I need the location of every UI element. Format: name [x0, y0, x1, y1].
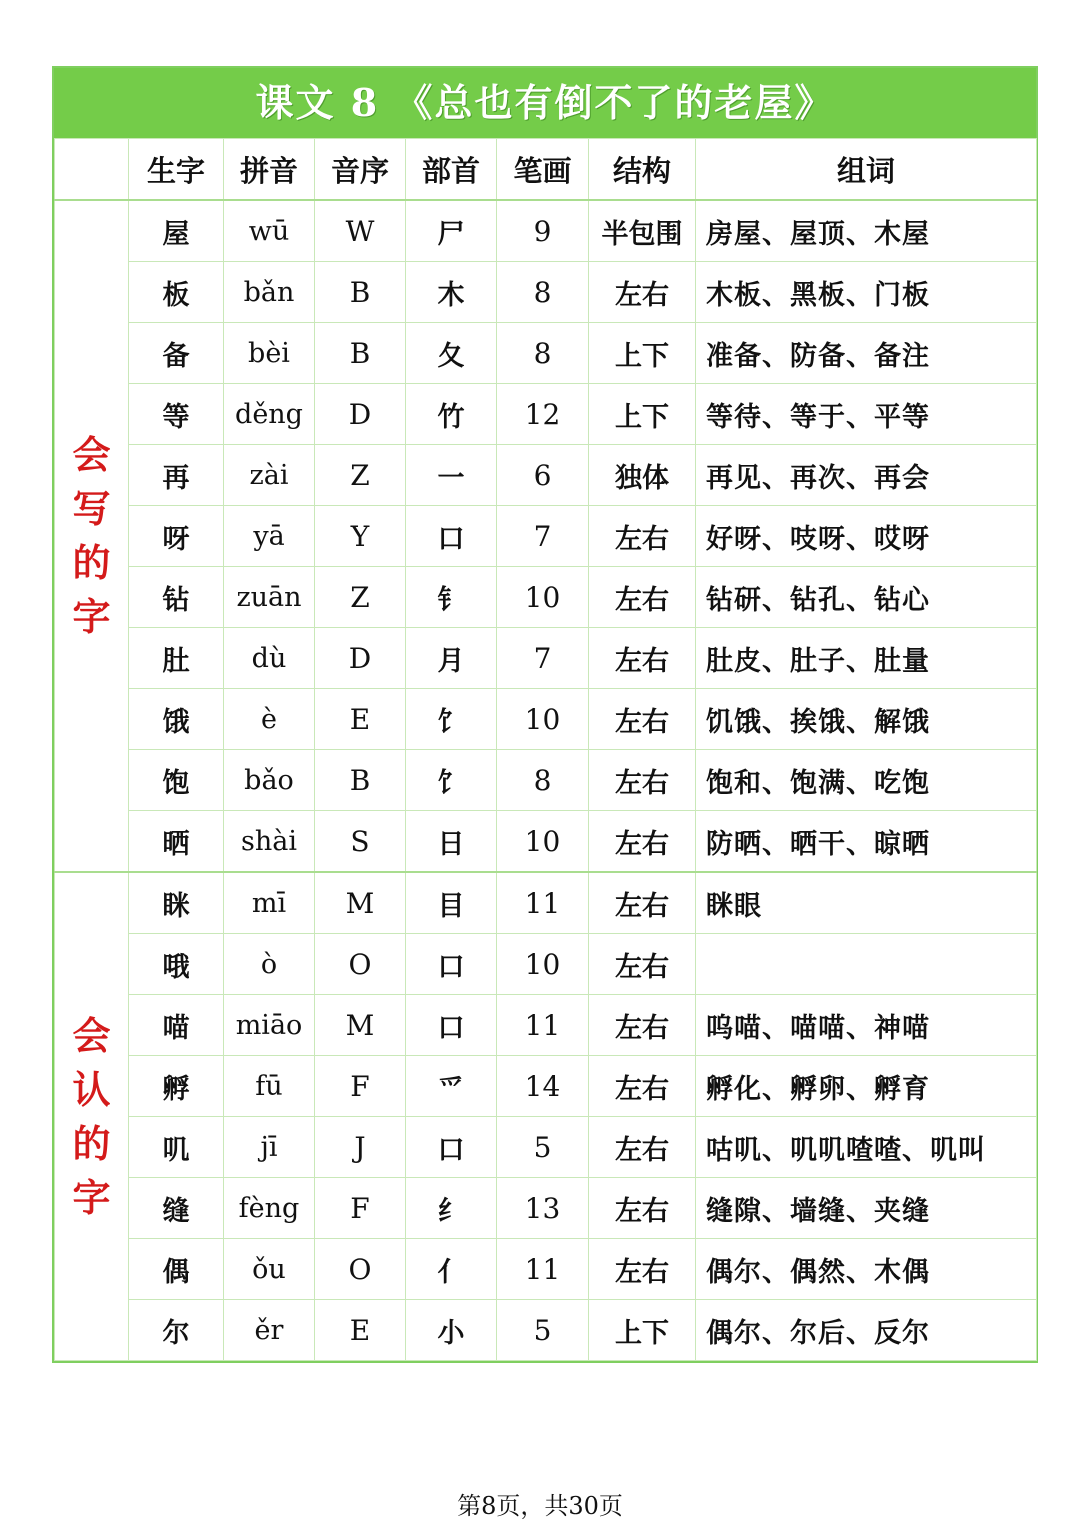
strokes-cell: 10	[497, 934, 589, 995]
strokes-cell: 11	[497, 995, 589, 1056]
initial-cell: E	[315, 1300, 406, 1361]
group-label	[55, 872, 129, 1361]
initial-cell: F	[315, 1056, 406, 1117]
words-cell: 肚皮、肚子、肚量	[696, 628, 1037, 689]
radical-cell: 小	[406, 1300, 497, 1361]
structure-cell: 独体	[589, 445, 696, 506]
radical-cell: 亻	[406, 1239, 497, 1300]
character-cell: 叽	[129, 1117, 224, 1178]
initial-cell: M	[315, 872, 406, 934]
radical-cell: 口	[406, 995, 497, 1056]
table-row	[55, 1300, 1037, 1361]
structure-cell: 左右	[589, 1056, 696, 1117]
pinyin-cell: bǎo	[224, 750, 315, 811]
strokes-cell: 5	[497, 1117, 589, 1178]
pinyin-cell: è	[224, 689, 315, 750]
words-cell: 偶尔、偶然、木偶	[696, 1239, 1037, 1300]
character-cell: 饿	[129, 689, 224, 750]
lesson-title: 课文 8 《总也有倒不了的老屋》	[54, 68, 1036, 138]
table-row	[55, 262, 1037, 323]
radical-cell: 月	[406, 628, 497, 689]
structure-cell: 半包围	[589, 200, 696, 262]
character-cell: 备	[129, 323, 224, 384]
character-cell: 板	[129, 262, 224, 323]
radical-cell: 夂	[406, 323, 497, 384]
radical-cell: 日	[406, 811, 497, 873]
table-row	[55, 1178, 1037, 1239]
character-cell: 呀	[129, 506, 224, 567]
radical-cell: 口	[406, 506, 497, 567]
table-row	[55, 1239, 1037, 1300]
radical-cell: 饣	[406, 689, 497, 750]
words-cell: 等待、等于、平等	[696, 384, 1037, 445]
pinyin-cell: mī	[224, 872, 315, 934]
header-strokes: 笔画	[497, 139, 589, 201]
character-cell: 饱	[129, 750, 224, 811]
character-cell: 孵	[129, 1056, 224, 1117]
pinyin-cell: fū	[224, 1056, 315, 1117]
initial-cell: B	[315, 750, 406, 811]
structure-cell: 左右	[589, 934, 696, 995]
character-cell: 等	[129, 384, 224, 445]
structure-cell: 左右	[589, 689, 696, 750]
initial-cell: O	[315, 1239, 406, 1300]
character-table	[54, 138, 1037, 1361]
header-initial: 音序	[315, 139, 406, 201]
structure-cell: 左右	[589, 262, 696, 323]
initial-cell: F	[315, 1178, 406, 1239]
table-row	[55, 200, 1037, 262]
radical-cell: 饣	[406, 750, 497, 811]
structure-cell: 上下	[589, 323, 696, 384]
table-row	[55, 506, 1037, 567]
pinyin-cell: jī	[224, 1117, 315, 1178]
initial-cell: E	[315, 689, 406, 750]
structure-cell: 左右	[589, 811, 696, 873]
strokes-cell: 10	[497, 567, 589, 628]
radical-cell: 目	[406, 872, 497, 934]
initial-cell: O	[315, 934, 406, 995]
radical-cell: 口	[406, 934, 497, 995]
radical-cell: 爫	[406, 1056, 497, 1117]
structure-cell: 左右	[589, 1178, 696, 1239]
table-row	[55, 567, 1037, 628]
radical-cell: 纟	[406, 1178, 497, 1239]
header-blank	[55, 139, 129, 201]
initial-cell: W	[315, 200, 406, 262]
group-label-char: 会	[72, 1012, 111, 1058]
initial-cell: B	[315, 262, 406, 323]
words-cell: 呜喵、喵喵、神喵	[696, 995, 1037, 1056]
character-cell: 尔	[129, 1300, 224, 1361]
character-cell: 偶	[129, 1239, 224, 1300]
group-label-char: 的	[72, 1120, 111, 1166]
pinyin-cell: ǒu	[224, 1239, 315, 1300]
group-label	[55, 200, 129, 872]
strokes-cell: 11	[497, 1239, 589, 1300]
words-cell: 房屋、屋顶、木屋	[696, 200, 1037, 262]
pinyin-cell: zuān	[224, 567, 315, 628]
group-label-char: 会	[72, 432, 111, 477]
radical-cell: 一	[406, 445, 497, 506]
character-cell: 钻	[129, 567, 224, 628]
header-character: 生字	[129, 139, 224, 201]
radical-cell: 竹	[406, 384, 497, 445]
words-cell: 饱和、饱满、吃饱	[696, 750, 1037, 811]
strokes-cell: 10	[497, 689, 589, 750]
table-row	[55, 1117, 1037, 1178]
strokes-cell: 13	[497, 1178, 589, 1239]
table-row	[55, 628, 1037, 689]
header-structure: 结构	[589, 139, 696, 201]
header-pinyin: 拼音	[224, 139, 315, 201]
words-cell: 防晒、晒干、晾晒	[696, 811, 1037, 873]
strokes-cell: 10	[497, 811, 589, 873]
words-cell: 再见、再次、再会	[696, 445, 1037, 506]
words-cell: 饥饿、挨饿、解饿	[696, 689, 1037, 750]
structure-cell: 左右	[589, 1239, 696, 1300]
group-label-char: 字	[72, 594, 111, 639]
structure-cell: 左右	[589, 995, 696, 1056]
strokes-cell: 5	[497, 1300, 589, 1361]
words-cell: 偶尔、尔后、反尔	[696, 1300, 1037, 1361]
structure-cell: 左右	[589, 872, 696, 934]
structure-cell: 左右	[589, 750, 696, 811]
pinyin-cell: ò	[224, 934, 315, 995]
initial-cell: M	[315, 995, 406, 1056]
initial-cell: B	[315, 323, 406, 384]
words-cell	[696, 934, 1037, 995]
words-cell: 缝隙、墙缝、夹缝	[696, 1178, 1037, 1239]
header-row	[55, 139, 1037, 201]
header-words: 组词	[696, 139, 1037, 201]
radical-cell: 木	[406, 262, 497, 323]
words-cell: 木板、黑板、门板	[696, 262, 1037, 323]
words-cell: 眯眼	[696, 872, 1037, 934]
pinyin-cell: miāo	[224, 995, 315, 1056]
table-row	[55, 384, 1037, 445]
character-cell: 喵	[129, 995, 224, 1056]
group-label-char: 认	[72, 1066, 111, 1112]
strokes-cell: 7	[497, 506, 589, 567]
initial-cell: Y	[315, 506, 406, 567]
strokes-cell: 8	[497, 323, 589, 384]
table-row	[55, 323, 1037, 384]
group-label-char: 写	[72, 486, 111, 531]
radical-cell: 尸	[406, 200, 497, 262]
strokes-cell: 7	[497, 628, 589, 689]
strokes-cell: 11	[497, 872, 589, 934]
character-cell: 哦	[129, 934, 224, 995]
character-cell: 晒	[129, 811, 224, 873]
pinyin-cell: zài	[224, 445, 315, 506]
character-cell: 再	[129, 445, 224, 506]
strokes-cell: 8	[497, 750, 589, 811]
words-cell: 咕叽、叽叽喳喳、叽叫	[696, 1117, 1037, 1178]
page-footer: 第8页，共30页	[457, 1492, 623, 1520]
pinyin-cell: shài	[224, 811, 315, 873]
initial-cell: J	[315, 1117, 406, 1178]
table-row	[55, 689, 1037, 750]
character-cell: 眯	[129, 872, 224, 934]
initial-cell: Z	[315, 567, 406, 628]
pinyin-cell: bǎn	[224, 262, 315, 323]
table-row	[55, 872, 1037, 934]
strokes-cell: 9	[497, 200, 589, 262]
initial-cell: D	[315, 384, 406, 445]
pinyin-cell: wū	[224, 200, 315, 262]
character-cell: 肚	[129, 628, 224, 689]
initial-cell: Z	[315, 445, 406, 506]
vocabulary-sheet	[52, 66, 1038, 1363]
pinyin-cell: děng	[224, 384, 315, 445]
pinyin-cell: bèi	[224, 323, 315, 384]
table-row	[55, 1056, 1037, 1117]
header-radical: 部首	[406, 139, 497, 201]
structure-cell: 左右	[589, 506, 696, 567]
words-cell: 准备、防备、备注	[696, 323, 1037, 384]
strokes-cell: 12	[497, 384, 589, 445]
initial-cell: D	[315, 628, 406, 689]
strokes-cell: 14	[497, 1056, 589, 1117]
radical-cell: 口	[406, 1117, 497, 1178]
pinyin-cell: fèng	[224, 1178, 315, 1239]
character-cell: 屋	[129, 200, 224, 262]
structure-cell: 上下	[589, 384, 696, 445]
group-label-char: 的	[72, 540, 111, 585]
structure-cell: 上下	[589, 1300, 696, 1361]
words-cell: 好呀、吱呀、哎呀	[696, 506, 1037, 567]
pinyin-cell: dù	[224, 628, 315, 689]
structure-cell: 左右	[589, 1117, 696, 1178]
pinyin-cell: yā	[224, 506, 315, 567]
radical-cell: 钅	[406, 567, 497, 628]
initial-cell: S	[315, 811, 406, 873]
pinyin-cell: ěr	[224, 1300, 315, 1361]
strokes-cell: 6	[497, 445, 589, 506]
table-row	[55, 811, 1037, 873]
structure-cell: 左右	[589, 567, 696, 628]
character-cell: 缝	[129, 1178, 224, 1239]
table-row	[55, 750, 1037, 811]
words-cell: 孵化、孵卵、孵育	[696, 1056, 1037, 1117]
words-cell: 钻研、钻孔、钻心	[696, 567, 1037, 628]
group-label-char: 字	[72, 1174, 111, 1220]
table-row	[55, 995, 1037, 1056]
structure-cell: 左右	[589, 628, 696, 689]
table-row	[55, 445, 1037, 506]
strokes-cell: 8	[497, 262, 589, 323]
table-row	[55, 934, 1037, 995]
